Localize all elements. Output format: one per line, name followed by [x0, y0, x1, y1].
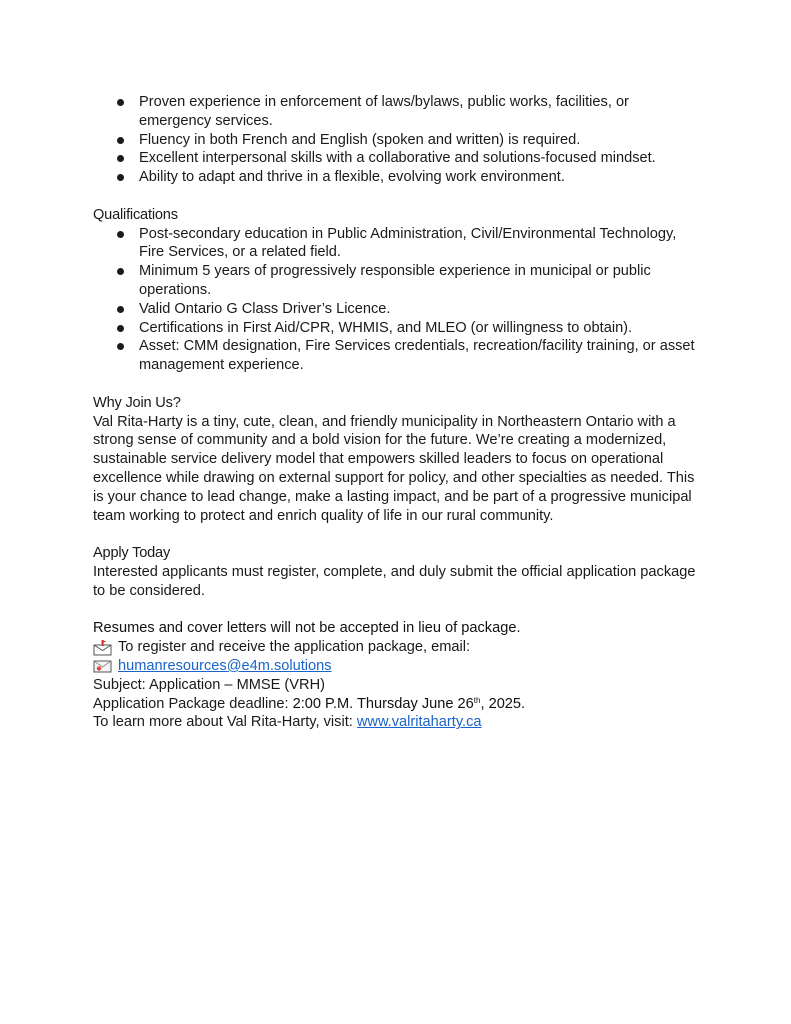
why-join-body: Val Rita-Harty is a tiny, cute, clean, and friendly municipality in Northeastern Ontario with a strong sense of community and a bold vision for the future. We’re creating a modernized, sustainable service delivery model that empowers skilled leaders to focus on operational excellence while drawing on external support for policy, and other specialties as needed. This is your chance to lead change, make a lasting impact, and be part of a progressive municipal team working to protect and enrich quality of life in our rural community. [93, 413, 695, 524]
list-item: Fluency in both French and English (spoken and written) is required. [93, 131, 703, 150]
register-line [93, 638, 703, 657]
package-notice: Resumes and cover letters will not be accepted in lieu of package. [93, 620, 521, 637]
qualifications-heading: Qualifications [93, 206, 178, 223]
list-item: Asset: CMM designation, Fire Services credentials, recreation/facility training, or asset management experience. [93, 337, 703, 375]
deadline-line [93, 695, 703, 714]
list-item: Minimum 5 years of progressively responsible experience in municipal or public operations. [93, 262, 703, 300]
why-join-heading: Why Join Us? [93, 394, 181, 411]
email-link[interactable]: humanresources@e4m.solutions [118, 657, 332, 674]
learn-more-text: To learn more about Val Rita-Harty, visit: [93, 714, 357, 731]
subject-line: Subject: Application – MMSE (VRH) [93, 676, 325, 693]
list-item: Ability to adapt and thrive in a flexible, evolving work environment. [93, 168, 703, 187]
intro-bullet-list [93, 93, 703, 187]
envelope-icon [93, 658, 112, 674]
list-item: Post-secondary education in Public Administration, Civil/Environmental Technology, Fire Services, or a related field. [93, 225, 703, 263]
apply-body: Interested applicants must register, complete, and duly submit the official application package to be considered. [93, 563, 696, 599]
learn-more-line [93, 713, 703, 732]
website-link[interactable]: www.valritaharty.ca [356, 714, 482, 731]
email-line [93, 657, 703, 676]
list-item: Certifications in First Aid/CPR, WHMIS, and MLEO (or willingness to obtain). [93, 319, 703, 338]
list-item: Proven experience in enforcement of laws/bylaws, public works, facilities, or emergency services. [93, 93, 703, 131]
document-page [93, 93, 703, 732]
list-item: Excellent interpersonal skills with a collaborative and solutions-focused mindset. [93, 149, 703, 168]
mailbox-icon [93, 640, 112, 656]
register-text: To register and receive the application package, email: [118, 639, 471, 656]
qualifications-list [93, 225, 703, 375]
deadline-label: Application Package deadline: [93, 695, 293, 712]
list-item: Valid Ontario G Class Driver’s Licence. [93, 300, 703, 319]
apply-heading: Apply Today [93, 545, 171, 562]
deadline-value: 2:00 P.M. Thursday June 26th, 2025. [292, 695, 526, 712]
